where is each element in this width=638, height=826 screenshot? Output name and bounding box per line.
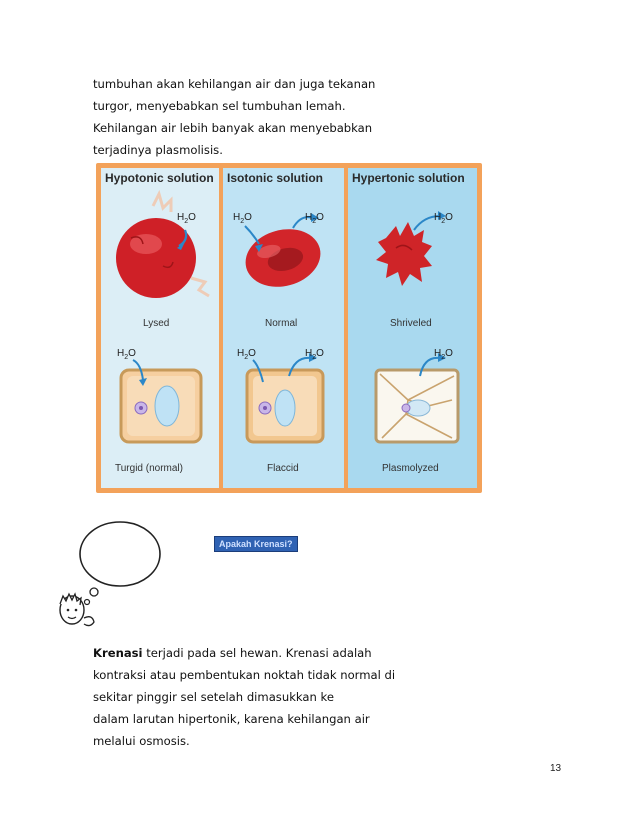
panel-title: Isotonic solution bbox=[227, 171, 323, 185]
hypotonic-panel bbox=[101, 168, 219, 488]
h2o-label: $H_2O$ bbox=[434, 348, 453, 361]
cell-caption: Normal bbox=[265, 318, 298, 329]
panel-title: Hypertonic solution bbox=[352, 171, 465, 185]
isotonic-panel bbox=[223, 168, 344, 488]
h2o-label: $H_2O$ bbox=[233, 212, 252, 225]
top-paragraph-line: terjadinya plasmolisis. bbox=[93, 143, 223, 157]
thinking-boy-illustration bbox=[54, 510, 170, 630]
bottom-paragraph-line: kontraksi atau pembentukan noktah tidak normal di bbox=[93, 668, 396, 682]
cell-caption: Shriveled bbox=[390, 318, 432, 329]
bottom-paragraph-line: melalui osmosis. bbox=[93, 734, 190, 748]
h2o-label: $H_2O$ bbox=[117, 348, 136, 361]
bottom-paragraph bbox=[93, 642, 420, 752]
h2o-label: $H_2O$ bbox=[434, 212, 453, 225]
top-paragraph-line: turgor, menyebabkan sel tumbuhan lemah. bbox=[93, 99, 346, 113]
panel-title: Hypotonic solution bbox=[105, 171, 214, 185]
cell-caption: Turgid (normal) bbox=[115, 463, 183, 474]
h2o-label: $H_2O$ bbox=[305, 348, 324, 361]
bottom-paragraph-line: dalam larutan hipertonik, karena kehilangan air bbox=[93, 712, 370, 726]
what-is-crenation-button[interactable]: Apakah Krenasi? bbox=[214, 536, 298, 552]
hypertonic-panel bbox=[348, 168, 477, 488]
top-paragraph bbox=[93, 73, 420, 161]
osmosis-figure bbox=[96, 163, 482, 493]
h2o-label: $H_2O$ bbox=[237, 348, 256, 361]
cell-caption: Plasmolyzed bbox=[382, 463, 439, 474]
cell-caption: Lysed bbox=[143, 318, 170, 329]
crenation-term: Krenasi bbox=[93, 646, 143, 660]
top-paragraph-line: tumbuhan akan kehilangan air dan juga tekanan bbox=[93, 77, 376, 91]
h2o-label: $H_2O$ bbox=[177, 212, 196, 225]
bottom-paragraph-line: sekitar pinggir sel setelah dimasukkan ke bbox=[93, 690, 334, 704]
bottom-paragraph-line: Krenasi terjadi pada sel hewan. Krenasi adalah bbox=[93, 646, 372, 660]
h2o-label: $H_2O$ bbox=[305, 212, 324, 225]
cell-caption: Flaccid bbox=[267, 463, 299, 474]
thought-bubble bbox=[80, 522, 160, 586]
top-paragraph-line: Kehilangan air lebih banyak akan menyebabkan bbox=[93, 121, 373, 135]
page-number: 13 bbox=[550, 763, 562, 774]
boy-icon bbox=[60, 594, 94, 626]
